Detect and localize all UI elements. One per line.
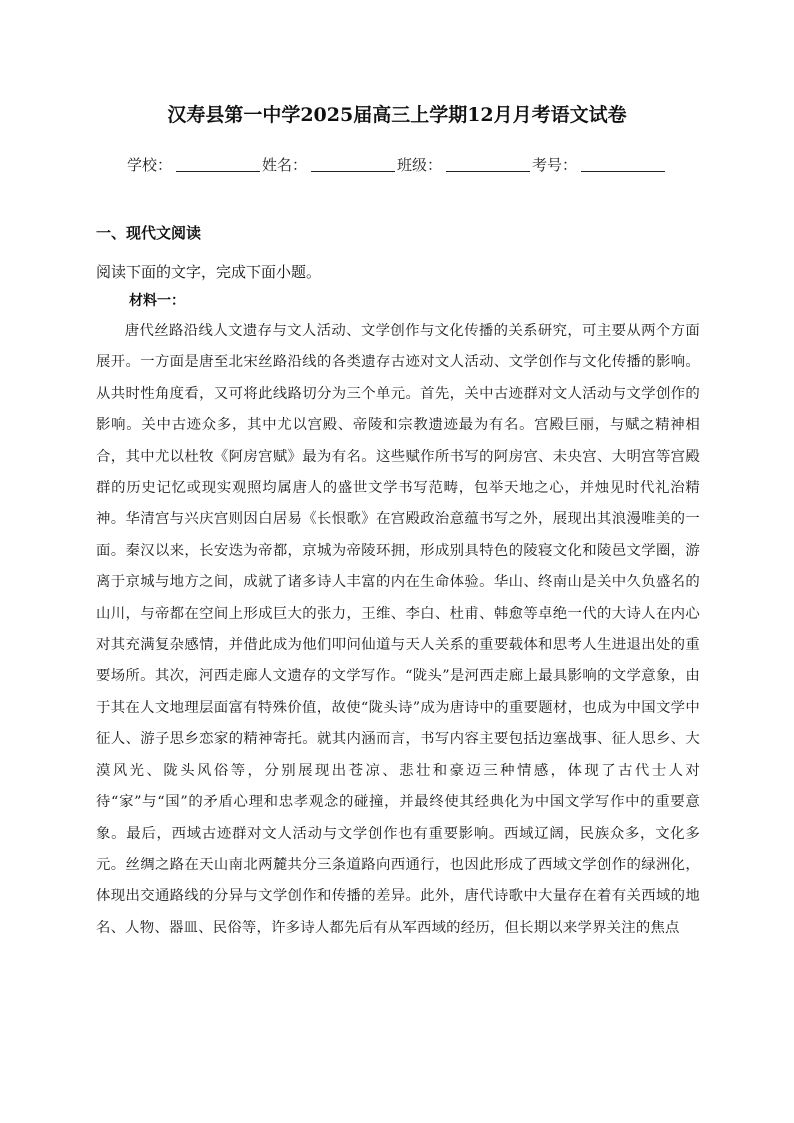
school-field [127,154,262,175]
name-label: 姓名： [261,156,307,174]
exam-number-blank[interactable] [581,170,665,172]
student-info-row [0,154,794,175]
exam-number-field [532,154,667,175]
material-paragraph: 唐代丝路沿线人文遗存与文人活动、文学创作与文化传播的关系研究，可主要从两个方面展开。一方面是唐至北宋丝路沿线的各类遗存古迹对文人活动、文学创作与文化传播的影响。从共时性角度看，又可将此线路切分为三个单元。首先，关中古迹群对文人活动与文学创作的影响。关中古迹众多，其中尤以宫殿、帝陵和宗教遗迹最为有名。宫殿巨丽，与赋之精神相合，其中尤以杜牧《阿房宫赋》最为有名。这些赋作所书写的阿房宫、未央宫、大明宫等宫殿群的历史记忆或现实观照均属唐人的盛世文学书写范畴，包举天地之心，并烛见时代礼治精神。华清宫与兴庆宫则因白居易《长恨歌》在宫殿政治意蕴书写之外，展现出其浪漫唯美的一面。秦汉以来，长安迭为帝都，京城为帝陵环拥，形成别具特色的陵寝文化和陵邑文学圈，游离于京城与地方之间，成就了诸多诗人丰富的内在生命体验。华山、终南山是关中久负盛名的山川，与帝都在空间上形成巨大的张力，王维、李白、杜甫、韩愈等卓绝一代的大诗人在内心对其充满复杂感情，并借此成为他们叩问仙道与天人关系的重要载体和思考人生进退出处的重要场所。其次，河西走廊人文遗存的文学写作。“陇头”是河西走廊上最具影响的文学意象，由于其在人文地理层面富有特殊价值，故使“陇头诗”成为唐诗中的重要题材，也成为中国文学中征人、游子思乡恋家的精神寄托。就其内涵而言，书写内容主要包括边塞战事、征人思乡、大漠风光、陇头风俗等，分别展现出苍凉、悲壮和豪迈三种情感，体现了古代士人对待“家”与“国”的矛盾心理和忠孝观念的碰撞，并最终使其经典化为中国文学写作中的重要意象。最后，西域古迹群对文人活动与文学创作也有重要影响。西域辽阔，民族众多，文化多元。丝绸之路在天山南北两麓共分三条道路向西通行，也因此形成了西域文学创作的绿洲化，体现出交通路线的分异与文学创作和传播的差异。此外，唐代诗歌中大量存在着有关西域的地名、人物、器皿、民俗等，许多诗人都先后有从军西域的经历，但长期以来学界关注的焦点 [96,323,700,936]
exam-title: 汉寿县第一中学2025届高三上学期12月月考语文试卷 [167,104,627,126]
section-heading: 一、现代文阅读 [96,224,202,242]
name-field [262,154,397,175]
reading-instruction: 阅读下面的文字，完成下面小题。 [96,263,322,281]
class-blank[interactable] [446,170,530,172]
name-blank[interactable] [311,170,395,172]
class-label: 班级： [397,156,443,174]
exam-number-label: 考号： [532,156,578,174]
material-label: 材料一： [129,293,185,309]
school-label: 学校： [126,156,172,174]
class-field [397,154,532,175]
school-blank[interactable] [176,170,260,172]
